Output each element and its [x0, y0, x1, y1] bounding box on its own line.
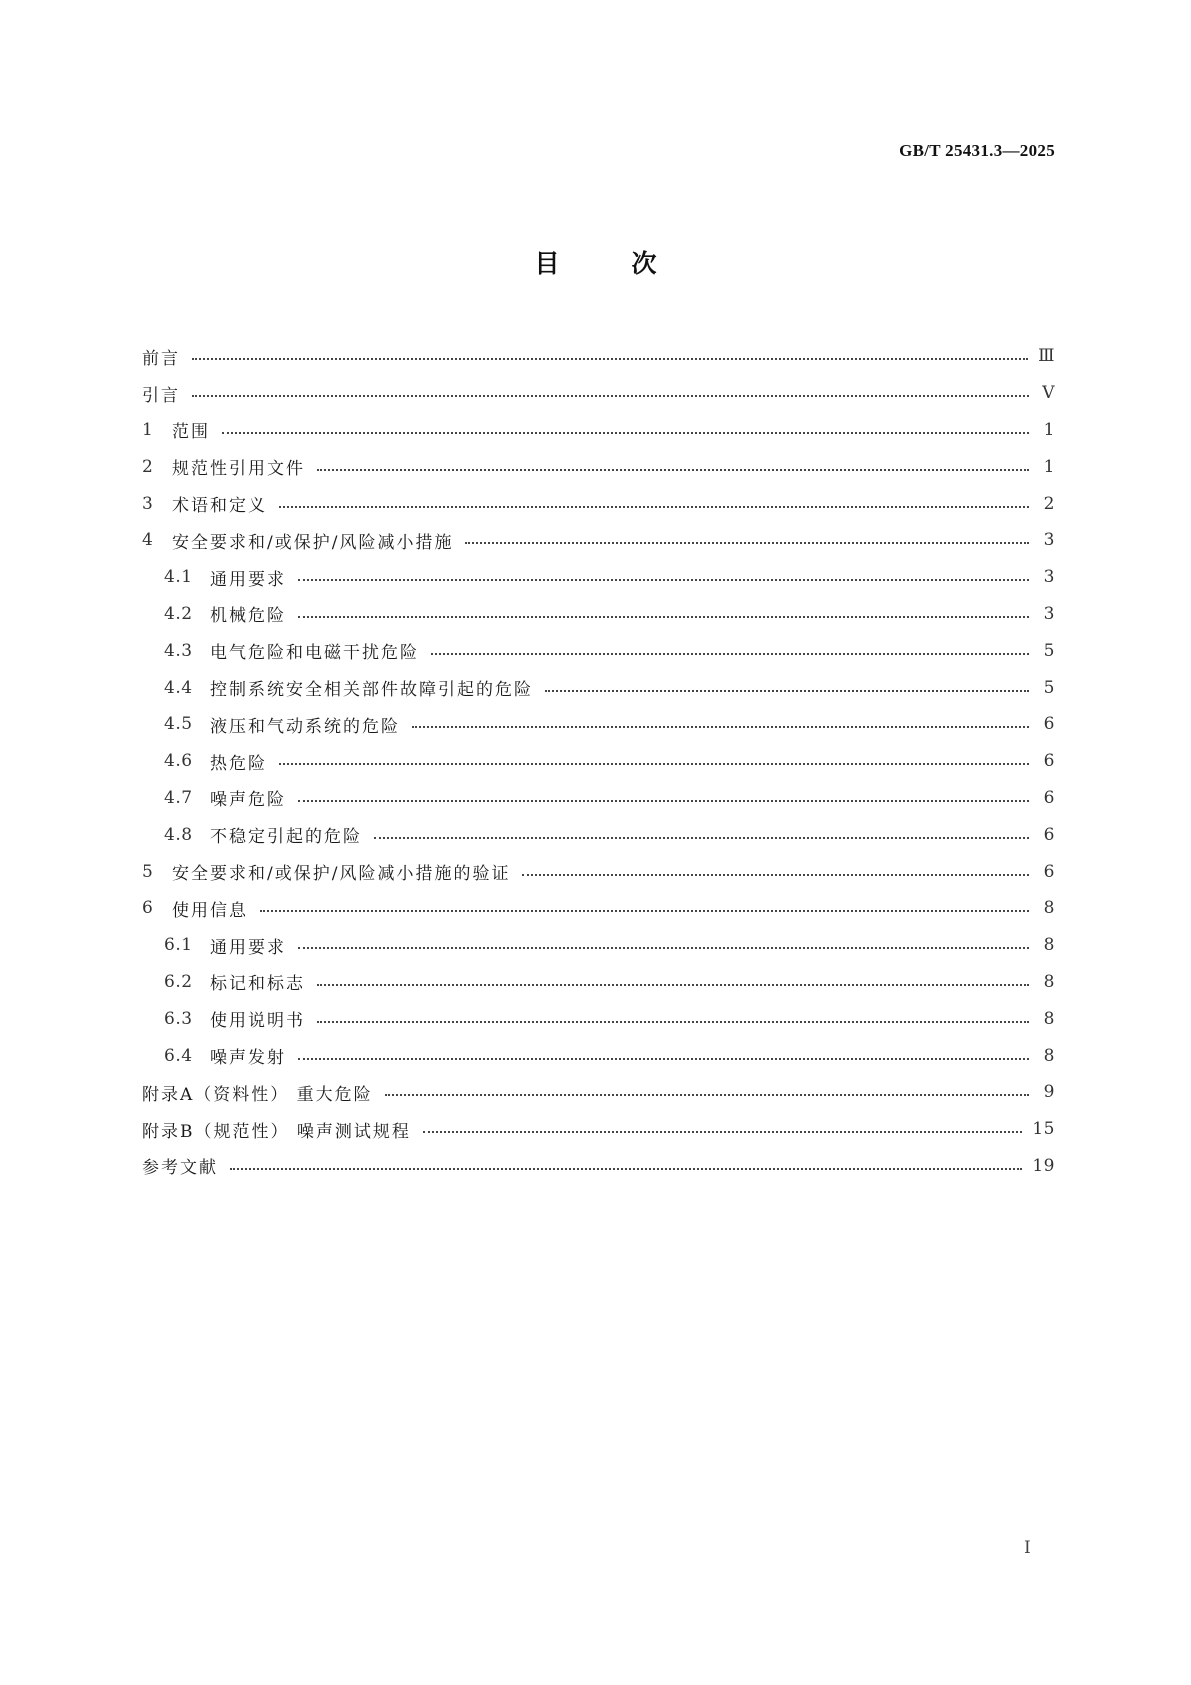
- toc-entry[interactable]: [142, 780, 1055, 817]
- dot-leader: [279, 763, 1029, 765]
- toc-entry-label: [142, 1117, 411, 1142]
- dot-leader: [385, 1094, 1029, 1096]
- page-title: [0, 244, 1191, 280]
- toc-entry-text: 机械危险: [210, 606, 286, 627]
- toc-entry-page: 6: [1043, 714, 1055, 735]
- toc-entry[interactable]: [142, 1037, 1055, 1074]
- toc-entry-page: 9: [1043, 1082, 1055, 1103]
- toc-entry[interactable]: [142, 596, 1055, 633]
- standard-code: GB/T 25431.3—2025: [899, 141, 1055, 160]
- toc-entry[interactable]: [142, 743, 1055, 780]
- toc-entry-number: 4: [142, 530, 154, 551]
- dot-leader: [192, 395, 1029, 397]
- toc-entry-text: 术语和定义: [172, 496, 267, 517]
- toc-entry-number: 1: [142, 419, 154, 440]
- toc-entry[interactable]: [142, 964, 1055, 1001]
- toc-entry-text: 标记和标志: [210, 974, 305, 995]
- toc-entry-text: 使用信息: [172, 900, 248, 921]
- toc-entry-label: [142, 417, 210, 442]
- toc-entry-label: [142, 565, 286, 590]
- dot-leader: [374, 837, 1029, 839]
- toc-entry[interactable]: [142, 412, 1055, 449]
- toc-entry-number: 5: [142, 861, 154, 882]
- toc-entry-label: [142, 381, 180, 406]
- toc-entry[interactable]: [142, 1000, 1055, 1037]
- toc-entry-page: 5: [1043, 677, 1055, 698]
- toc-entry-number: 4.3: [164, 640, 193, 661]
- dot-leader: [317, 984, 1029, 986]
- dot-leader: [317, 469, 1029, 471]
- toc-entry[interactable]: [142, 338, 1055, 375]
- toc-entry-text: 附录A（资料性） 重大危险: [142, 1084, 373, 1105]
- toc-entry-text: 通用要求: [210, 569, 286, 590]
- toc-entry-number: 4.7: [164, 787, 193, 808]
- toc-entry-label: [142, 969, 305, 994]
- toc-entry-page: 3: [1043, 603, 1055, 624]
- toc-entry-page: 8: [1043, 971, 1055, 992]
- toc-entry-page: 5: [1043, 640, 1055, 661]
- toc-entry-number: 6.4: [164, 1045, 193, 1066]
- toc-entry[interactable]: [142, 485, 1055, 522]
- toc-entry-page: 8: [1043, 935, 1055, 956]
- toc-entry[interactable]: [142, 890, 1055, 927]
- toc-entry-page: Ⅲ: [1038, 346, 1055, 367]
- title-char-2: 次: [631, 249, 657, 278]
- dot-leader: [298, 616, 1029, 618]
- toc-entry-page: 8: [1043, 1045, 1055, 1066]
- toc-entry-page: 19: [1032, 1155, 1055, 1176]
- toc-entry[interactable]: [142, 1148, 1055, 1185]
- dot-leader: [298, 579, 1029, 581]
- dot-leader: [317, 1021, 1029, 1023]
- toc-entry-number: 4.6: [164, 751, 193, 772]
- toc-entry-page: 1: [1043, 419, 1055, 440]
- toc-entry[interactable]: [142, 522, 1055, 559]
- toc-entry-text: 前言: [142, 348, 180, 369]
- toc-entry-page: 2: [1043, 493, 1055, 514]
- toc-entry[interactable]: [142, 816, 1055, 853]
- toc-entry-number: 4.8: [164, 824, 193, 845]
- dot-leader: [192, 358, 1028, 360]
- toc-entry-text: 液压和气动系统的危险: [210, 716, 400, 737]
- toc-entry-number: 6.2: [164, 971, 193, 992]
- toc-entry[interactable]: [142, 1074, 1055, 1111]
- toc-entry[interactable]: [142, 632, 1055, 669]
- dot-leader: [279, 506, 1029, 508]
- dot-leader: [298, 1058, 1029, 1060]
- toc-entry-label: [142, 528, 453, 553]
- toc-entry-label: [142, 896, 248, 921]
- toc-entry-text: 控制系统安全相关部件故障引起的危险: [210, 680, 533, 701]
- toc-entry-number: 6: [142, 898, 154, 919]
- toc-entry-page: 8: [1043, 1008, 1055, 1029]
- toc-entry-text: 使用说明书: [210, 1011, 305, 1032]
- toc-entry-page: 6: [1043, 787, 1055, 808]
- toc-entry-label: [142, 859, 510, 884]
- toc-entry-number: 6.3: [164, 1008, 193, 1029]
- toc-entry-number: 4.1: [164, 567, 193, 588]
- toc-entry[interactable]: [142, 706, 1055, 743]
- toc-entry-number: 6.1: [164, 935, 193, 956]
- dot-leader: [412, 726, 1029, 728]
- toc-entry-text: 电气危险和电磁干扰危险: [210, 643, 419, 664]
- toc-entry-text: 参考文献: [142, 1158, 218, 1179]
- toc-entry-label: [142, 749, 267, 774]
- toc-entry-label: [142, 344, 180, 369]
- dot-leader: [298, 947, 1029, 949]
- toc-entry-page: 15: [1032, 1119, 1055, 1140]
- toc-entry-page: 6: [1043, 861, 1055, 882]
- toc-entry-label: [142, 933, 286, 958]
- toc-entry-label: [142, 822, 362, 847]
- toc-entry-label: [142, 454, 305, 479]
- dot-leader: [298, 800, 1029, 802]
- dot-leader: [260, 910, 1029, 912]
- toc-entry-label: [142, 638, 419, 663]
- toc-entry[interactable]: [142, 669, 1055, 706]
- toc-entry-label: [142, 712, 400, 737]
- toc-entry-label: [142, 601, 286, 626]
- dot-leader: [465, 542, 1029, 544]
- toc-entry-text: 安全要求和/或保护/风险减小措施的验证: [172, 864, 511, 885]
- dot-leader: [545, 690, 1029, 692]
- toc-entry-label: [142, 1080, 373, 1105]
- toc-entry[interactable]: [142, 927, 1055, 964]
- toc-entry[interactable]: [142, 375, 1055, 412]
- toc-entry[interactable]: [142, 853, 1055, 890]
- toc-entry-number: 3: [142, 493, 154, 514]
- toc-entry-text: 范围: [172, 422, 210, 443]
- toc-entry-page: 3: [1043, 530, 1055, 551]
- dot-leader: [431, 653, 1029, 655]
- toc-entry[interactable]: [142, 448, 1055, 485]
- toc-entry-label: [142, 1153, 218, 1178]
- dot-leader: [423, 1131, 1022, 1133]
- toc-entry-page: 1: [1043, 456, 1055, 477]
- toc-entry[interactable]: [142, 559, 1055, 596]
- toc-entry-label: [142, 785, 286, 810]
- toc-entry-number: 4.5: [164, 714, 193, 735]
- toc-entry-page: 3: [1043, 567, 1055, 588]
- toc-entry-number: 2: [142, 456, 154, 477]
- toc-entry-text: 热危险: [210, 753, 267, 774]
- page-number: Ⅰ: [1024, 1538, 1031, 1557]
- toc-entry-label: [142, 1006, 305, 1031]
- dot-leader: [222, 432, 1029, 434]
- toc-entry-text: 安全要求和/或保护/风险减小措施: [172, 532, 454, 553]
- toc-entry-text: 附录B（规范性） 噪声测试规程: [142, 1121, 411, 1142]
- toc-entry-text: 引言: [142, 385, 180, 406]
- toc-entry-page: Ⅴ: [1042, 383, 1055, 404]
- table-of-contents: [142, 338, 1055, 1184]
- dot-leader: [230, 1168, 1022, 1170]
- toc-entry-text: 噪声危险: [210, 790, 286, 811]
- toc-entry-number: 4.4: [164, 677, 193, 698]
- toc-entry-label: [142, 675, 533, 700]
- toc-entry-text: 通用要求: [210, 937, 286, 958]
- toc-entry-text: 噪声发射: [210, 1048, 286, 1069]
- title-char-1: 目: [534, 249, 560, 278]
- toc-entry[interactable]: [142, 1111, 1055, 1148]
- toc-entry-number: 4.2: [164, 603, 193, 624]
- toc-entry-page: 6: [1043, 751, 1055, 772]
- toc-entry-text: 不稳定引起的危险: [210, 827, 362, 848]
- toc-entry-page: 8: [1043, 898, 1055, 919]
- toc-entry-text: 规范性引用文件: [172, 459, 305, 480]
- toc-entry-label: [142, 1043, 286, 1068]
- toc-entry-label: [142, 491, 267, 516]
- toc-entry-page: 6: [1043, 824, 1055, 845]
- dot-leader: [522, 874, 1029, 876]
